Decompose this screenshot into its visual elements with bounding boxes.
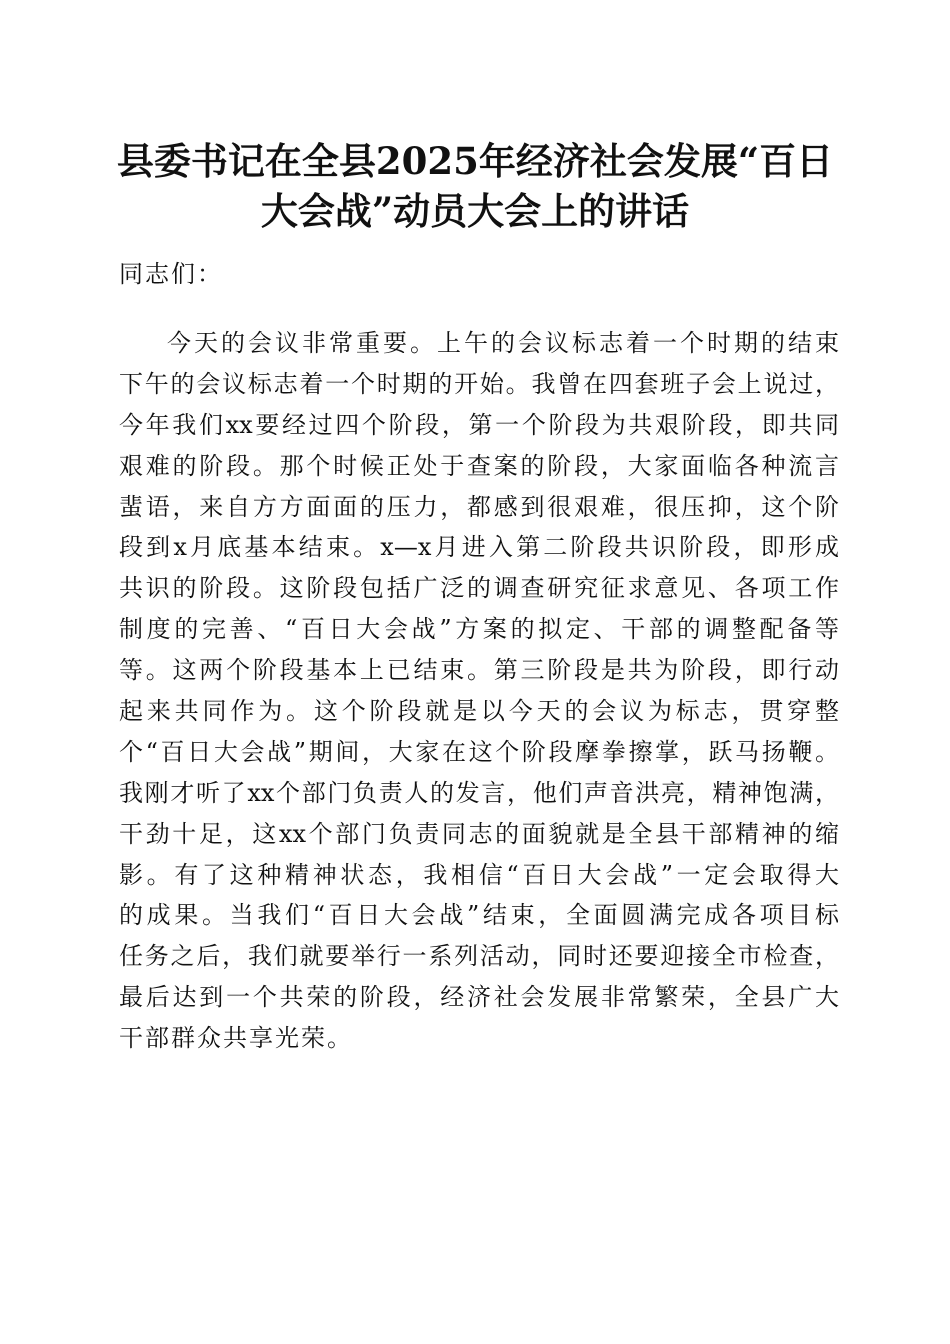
title-line-1: 县委书记在全县2025年经济社会发展“百日 [116,139,834,183]
paragraph-line: 下午的会议标志着一个时期的开始。我曾在四套班子会上说过， [119,369,839,398]
paragraph-line: 起来共同作为。这个阶段就是以今天的会议为标志，贯穿整 [119,697,839,726]
paragraph-line: 个“百日大会战”期间，大家在这个阶段摩拳擦掌，跃马扬鞭。 [119,737,839,766]
paragraph-line: 制度的完善、“百日大会战”方案的拟定、干部的调整配备等 [119,615,839,644]
paragraph-line: 段到x月底基本结束。x—x月进入第二阶段共识阶段，即形成 [119,533,839,562]
title-line-2: 大会战”动员大会上的讲话 [260,189,690,233]
speech-paragraph [119,323,839,1059]
paragraph-line: 共识的阶段。这阶段包括广泛的调查研究征求意见、各项工作 [119,574,839,603]
paragraph-line: 等。这两个阶段基本上已结束。第三阶段是共为阶段，即行动 [119,656,839,685]
paragraph-line: 今天的会议非常重要。上午的会议标志着一个时期的结束 [167,329,839,357]
paragraph-line: 干劲十足，这xx个部门负责同志的面貌就是全县干部精神的缩 [119,819,839,848]
paragraph-line: 影。有了这种精神状态，我相信“百日大会战”一定会取得大 [119,860,839,889]
paragraph-line: 今年我们xx要经过四个阶段，第一个阶段为共艰阶段，即共同 [119,410,839,439]
paragraph-line: 蜚语，来自方方面面的压力，都感到很艰难，很压抑，这个阶 [119,492,839,521]
paragraph-line: 的成果。当我们“百日大会战”结束，全面圆满完成各项目标 [119,901,839,930]
salutation: 同志们： [119,260,223,288]
paragraph-line: 我刚才听了xx个部门负责人的发言，他们声音洪亮，精神饱满， [119,778,839,807]
paragraph-line: 任务之后，我们就要举行一系列活动，同时还要迎接全市检查， [119,942,839,971]
paragraph-line: 干部群众共享光荣。 [119,1024,353,1053]
paragraph-line: 艰难的阶段。那个时候正处于查案的阶段，大家面临各种流言 [119,451,839,480]
paragraph-line: 最后达到一个共荣的阶段，经济社会发展非常繁荣，全县广大 [119,983,839,1012]
document-title [110,136,840,236]
